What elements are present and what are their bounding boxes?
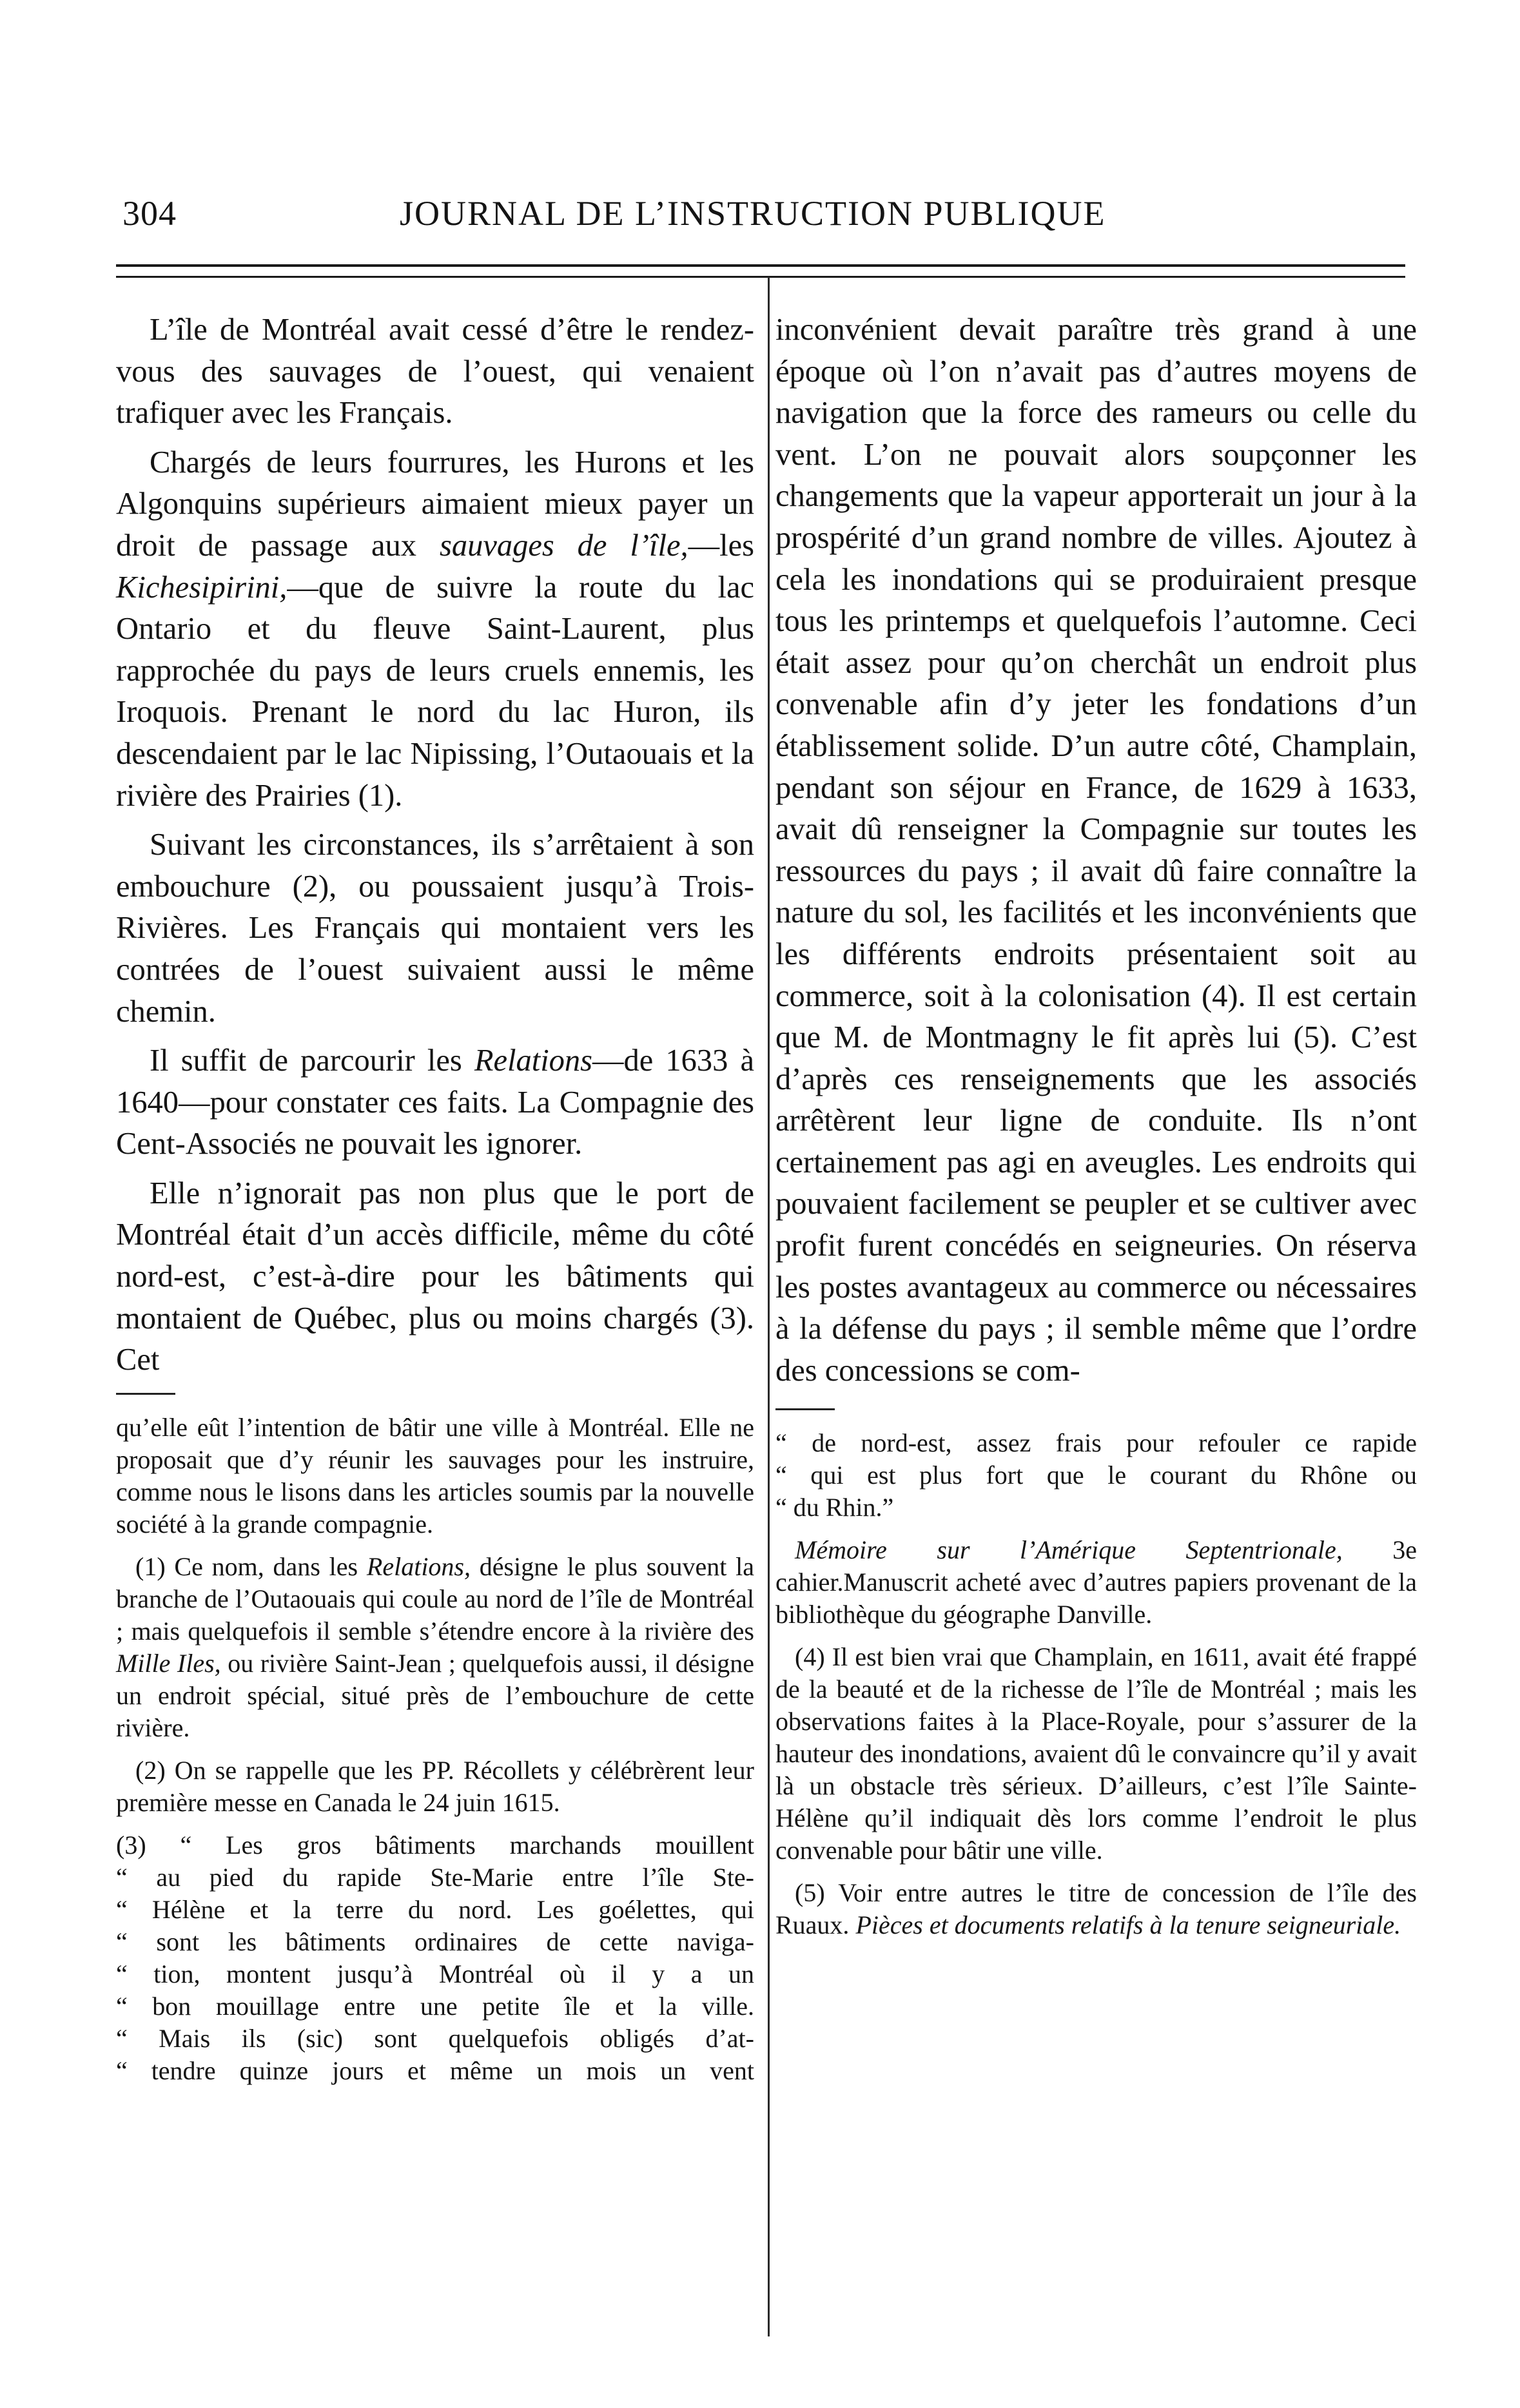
italic-run: Mémoire sur l’Amérique Septentrionale,	[795, 1535, 1343, 1565]
left-footnotes	[116, 1412, 754, 2087]
paragraph	[116, 442, 754, 817]
footnote-separator	[775, 1408, 835, 1410]
column-divider	[768, 277, 770, 2336]
paragraph: Suivant les circonstances, ils s’arrêtaient à son embouchure (2), ou poussaient jusqu’à Trois-Rivières. Les Français qui montaient vers les contrées de l’ouest suivaient aussi le même chemin.	[116, 828, 754, 1029]
left-column	[116, 309, 754, 2087]
text-run: (5) Voir entre autres le titre de concession de l’île des Ruaux.	[775, 1878, 1417, 1940]
footnote-3-continued	[775, 1427, 1417, 1524]
left-body-text	[116, 309, 754, 1381]
footnote-source	[775, 1534, 1417, 1631]
header-rule-thick	[116, 264, 1405, 267]
italic-run: Relations,	[366, 1551, 471, 1581]
footnote-1	[116, 1551, 754, 1744]
italic-run: Pièces et documents relatifs à la tenure seigneuriale.	[855, 1910, 1401, 1940]
quote-line: “ tion, montent jusqu’à Montréal où il y a un	[116, 1959, 754, 1988]
right-column	[775, 309, 1417, 1941]
footnote-continuation: qu’elle eût l’intention de bâtir une ville à Montréal. Elle ne proposait que d’y réunir les sauvages pour les instruire, comme nous le lisons dans les articles soumis par la nouvelle société à la grande compagnie.	[116, 1412, 754, 1539]
page-number: 304	[122, 194, 177, 233]
text-run: —de 1633 à 1640—pour constater ces faits. La Compagnie des Cent-Associés ne pouvait les ignorer.	[116, 1044, 754, 1161]
footnote-4: (4) Il est bien vrai que Champlain, en 1611, avait été frappé de la beauté et de la richesse de l’île de Montréal ; mais les observations faites à la Place-Royale, pour s’assurer de la hauteur des inondations, avaient dû le convaincre qu’il y avait là un obstacle très sérieux. D’ailleurs, c’est l’île Sainte-Hélène qu’il indiquait dès lors comme l’endroit le plus convenable pour bâtir une ville.	[775, 1642, 1417, 1865]
paragraph: Elle n’ignorait pas non plus que le port de Montréal était d’un accès difficile, même du côté nord-est, c’est-à-dire pour les bâtiments qui montaient de Québec, plus ou moins chargés (3). Cet	[116, 1176, 754, 1377]
text-run: Il suffit de parcourir les	[150, 1044, 474, 1078]
italic-run: Relations	[474, 1044, 593, 1078]
quote-line: “ Hélène et la terre du nord. Les goélettes, qui	[116, 1894, 754, 1924]
text-run: désigne le plus souvent la branche de l’Outaouais qui coule au nord de l’île de Montréal ; mais quelquefois il semble s’étendre encore à la rivière des	[116, 1551, 754, 1646]
text-run: Chargés de leurs fourrures, les Hurons et les Algonquins supérieurs aimaient mieux payer un droit de passage aux	[116, 445, 754, 563]
italic-run: sauvages de l’île,	[439, 528, 688, 563]
quote-line: “ qui est plus fort que le courant du Rhône ou	[775, 1461, 1417, 1490]
footnote-separator	[116, 1393, 175, 1395]
text-run: —que de suivre la route du lac Ontario et du fleuve Saint-Laurent, plus rapprochée du pays de leurs cruels ennemis, les Iroquois. Prenant le nord du lac Huron, ils descendaient par le lac Nipissing, l’Outaouais et la rivière des Prairies (1).	[116, 570, 754, 813]
quote-line: “ sont les bâtiments ordinaires de cette naviga-	[116, 1927, 754, 1956]
text-run: 3e cahier.Manuscrit acheté avec d’autres papiers provenant de la bibliothèque du géographe Danville.	[775, 1535, 1417, 1629]
running-title: JOURNAL DE L’INSTRUCTION PUBLIQUE	[400, 194, 1106, 233]
quote-line: “ Mais ils (sic) sont quelquefois obligés d’at-	[116, 2023, 754, 2053]
italic-run: Kichesipirini,	[116, 570, 287, 605]
footnote-2: (2) On se rappelle que les PP. Récollets y célébrèrent leur première messe en Canada le 24 juin 1615.	[116, 1755, 754, 1817]
right-body-text	[775, 309, 1417, 1392]
quote-line: “ de nord-est, assez frais pour refouler ce rapide	[775, 1428, 1417, 1458]
text-run: ou rivière Saint-Jean ; quelquefois aussi, il désigne un endroit spécial, situé près de l’embouchure de cette rivière.	[116, 1648, 754, 1742]
text-run: —les	[688, 528, 755, 563]
text-run: (1) Ce nom, dans les	[135, 1551, 367, 1581]
quote-line: (3) “ Les gros bâtiments marchands mouillent	[116, 1830, 754, 1859]
quote-line: “ tendre quinze jours et même un mois un vent	[116, 2055, 754, 2085]
quote-line: “ bon mouillage entre une petite île et la ville.	[116, 1991, 754, 2021]
right-footnotes	[775, 1427, 1417, 1941]
footnote-3	[116, 1829, 754, 2087]
quote-line: “ au pied du rapide Ste-Marie entre l’île Ste-	[116, 1862, 754, 1892]
footnote-5	[775, 1877, 1417, 1941]
paragraph	[116, 1040, 754, 1165]
header-rule-thin	[116, 276, 1405, 278]
quote-line: “ du Rhin.”	[775, 1493, 894, 1522]
paragraph: inconvénient devait paraître très grand à une époque où l’on n’avait pas d’autres moyens de navigation que la force des rameurs ou celle du vent. L’on ne pouvait alors soupçonner les changements que la vapeur apporterait un jour à la prospérité d’un grand nombre de villes. Ajoutez à cela les inondations qui se produiraient presque tous les printemps et quelquefois l’automne. Ceci était assez pour qu’on cherchât un endroit plus convenable afin d’y jeter les fondations d’un établissement solide. D’un autre côté, Champlain, pendant son séjour en France, de 1629 à 1633, avait dû renseigner la Compagnie sur toutes les ressources du pays ; il avait dû faire connaître la nature du sol, les facilités et les inconvénients que les différents endroits présentaient soit au commerce, soit à la colonisation (4). Il est certain que M. de Montmagny le fit après lui (5). C’est d’après ces renseignements que les associés arrêtèrent leur ligne de conduite. Ils n’ont certainement pas agi en aveugles. Les endroits qui pouvaient facilement se peupler et se cultiver avec profit furent concédés en seigneuries. On réserva les postes avantageux au commerce ou nécessaires à la défense du pays ; il semble même que l’ordre des concessions se com-	[775, 313, 1417, 1388]
italic-run: Mille Iles,	[116, 1648, 221, 1678]
paragraph: L’île de Montréal avait cessé d’être le rendez-vous des sauvages de l’ouest, qui venaient trafiquer avec les Français.	[116, 313, 754, 431]
